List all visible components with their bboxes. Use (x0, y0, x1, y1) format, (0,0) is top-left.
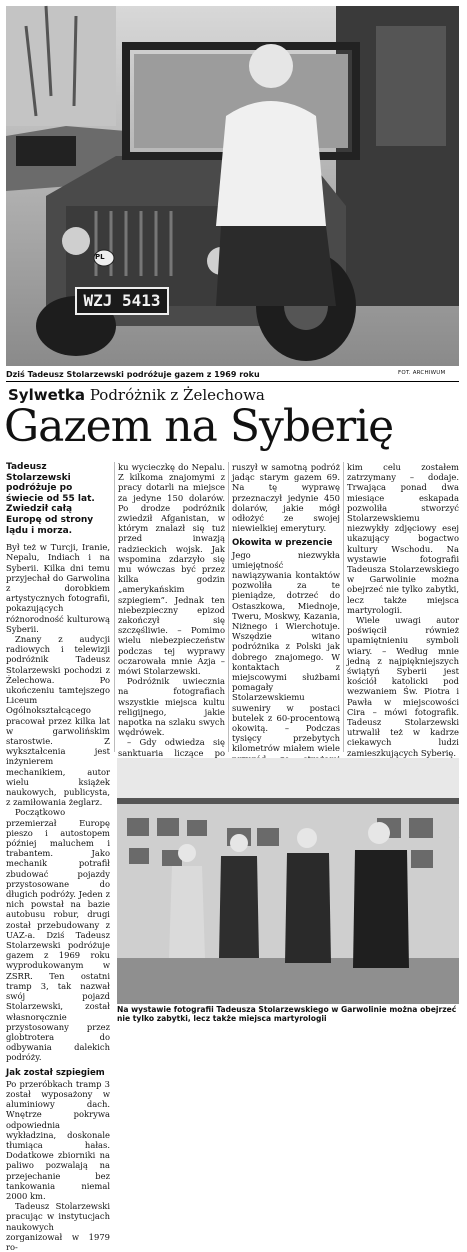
paragraph: – Gdy odwiedza się sanktuaria liczące po (118, 737, 225, 758)
paragraph: Tadeusz Stolarzewski pracując w instytucjach naukowych zorganizował w 1979 ro- (6, 1201, 110, 1252)
paragraph: kim celu zostałem zatrzymany – dodaje. Trwająca ponad dwa miesiące eskapada pozwoliła stworzyć Stolarzewskiemu niezwykły zdjęciowy esej ukazujący bogactwo kultury Wschodu. Na wystawie fotografii Tadeusza Stolarzewskiego w Garwolinie można obejrzeć nie tylko zabytki, lecz także miejsca martyrologii. (347, 462, 459, 615)
vehicle-photo-illustration (6, 6, 459, 366)
bottom-photo-caption: Na wystawie fotografii Tadeusza Stolarzewskiego w Garwolinie można obejrzeć nie tylko zabytki, lecz także miejsca martyrologii (117, 1005, 457, 1023)
paragraph: Był też w Turcji, Iranie, Nepalu, Indiach i na Syberii. Kilka dni temu przyjechał do Garwolina z dorobkiem artystycznych fotografii, pokazujących różnorodność kulturową Syberii. (6, 542, 110, 634)
paragraph: ku wycieczkę do Nepalu. Z kilkoma znajomymi z pracy dotarli na miejsce za jedyne 150 dolarów. Po drodze podróżnik zwiedził Afganistan, w którym znalazł się tuż przed inwazją radzieckich wojsk. Jak wspomina zdarzyło się mu wówczas być przez kilka godzin „amerykańskim szpiegiem”. Jednak ten niebezpieczny epizod zakończył się szczęśliwie. – Pomimo wielu niebezpieczeństw podczas tej wyprawy oczarowała mnie Azja – mówi Stolarzewski. (118, 462, 225, 677)
paragraph: Znany z audycji radiowych i telewizji podróżnik Tadeusz Stolarzewski pochodzi z Żelechowa. Po ukończeniu tamtejszego Liceum Ogólnokształcącego pracował przez kilka lat w garwolińskim starostwie. Z wykształcenia jest inżynierem mechanikiem, autor wielu książek naukowych, publicysta, z zamiłowania żeglarz. (6, 633, 110, 808)
top-photo-credit: FOT. ARCHIWUM (398, 370, 446, 376)
top-photo-caption: Dziś Tadeusz Stolarzewski podróżuje gazem z 1969 roku (6, 370, 260, 379)
paragraph: ruszył w samotną podróż jadąc starym gazem 69. Na tę wyprawę przeznaczył jedynie 450 dolarów, jakie mógł odłożyć ze swojej niewielkiej emerytury. (232, 462, 340, 534)
subheading: Jak został szpiegiem (6, 1067, 105, 1078)
headline: Gazem na Syberię (4, 401, 394, 452)
kicker-section: Sylwetka (8, 386, 86, 404)
article-column-2 (118, 462, 225, 758)
article-column-4 (347, 462, 459, 758)
article-lead: Tadeusz Stolarzewski podróżuje po świecie od 55 lat. Zwiedził całą Europę od strony lądu i morza. (6, 462, 95, 536)
paragraph: Początkowo przemierzał Europę pieszo i autostopem później maluchem i trabantem. Jako mechanik potrafił zbudować pojazdy przystosowane do długich podróży. Jeden z nich powstał na bazie autobusu robur, drugi został przebudowany z UAZ-a. Dziś Tadeusz Stolarzewski podróżuje gazem z 1969 roku wyprodukowanym w ZSRR. Ten ostatni tramp 3, tak nazwał swój pojazd Stolarzewski, został własnoręcznie przystosowany przez globtrotera do odbywania dalekich podróży. (6, 807, 110, 1063)
column-rule (228, 462, 229, 752)
top-photo (6, 6, 459, 366)
license-plate-text: WZJ 5413 (83, 291, 161, 310)
column-rule (114, 462, 115, 752)
bottom-photo (117, 758, 459, 1004)
column-rule (343, 462, 344, 752)
paragraph: Wiele uwagi autor poświęcił również upamiętnieniu symboli wiary. – Według mnie jedną z najpiękniejszych świątyń Syberii jest kościół katolicki pod wezwaniem Św. Piotra i Pawła w miejscowości Cira – mówi fotografik. Tadeusz Stolarzewski utrwalił też w kadrze ciekawych ludzi zamieszkujących Syberię. (347, 615, 459, 758)
exhibition-photo-illustration (117, 758, 459, 1004)
article-column-1 (6, 462, 110, 1252)
country-badge-text: PL (95, 253, 105, 261)
subheading: Okowita w prezencie (232, 538, 333, 549)
paragraph: Jego niezwykła umiejętność nawiązywania kontaktów pozwoliła za te pieniądze, dotrzeć do Ostaszkowa, Miednoje, Tweru, Moskwy, Kazania, Niżnego i Wierchotuje. Wszędzie witano podróżnika z Polski jak dobrego znajomego. W kontaktach z miejscowymi służbami pomagały Stolarzewskiemu suweniry w postaci butelek z 60-procentową okowitą. – Podczas tysięcy przebytych kilometrów miałem wiele (232, 549, 340, 754)
paragraph: Po przeróbkach tramp 3 został wyposażony w aluminiowy dach. Wnętrze pokrywa odpowiednia wykładzina, doskonale tłumiąca hałas. Dodatkowe zbiorniki na paliwo pozwalają na przejechanie bez tankowania niemal 2000 km. (6, 1078, 110, 1201)
paragraph: Podróżnik uwiecznia na fotografiach wszystkie miejsca kultu religijnego, jakie napotka na szlaku swych wędrówek. (118, 676, 225, 738)
separator-line (6, 381, 459, 382)
kicker-topic: Podróżnik z Żelechowa (89, 386, 265, 404)
article-column-3 (232, 462, 340, 752)
